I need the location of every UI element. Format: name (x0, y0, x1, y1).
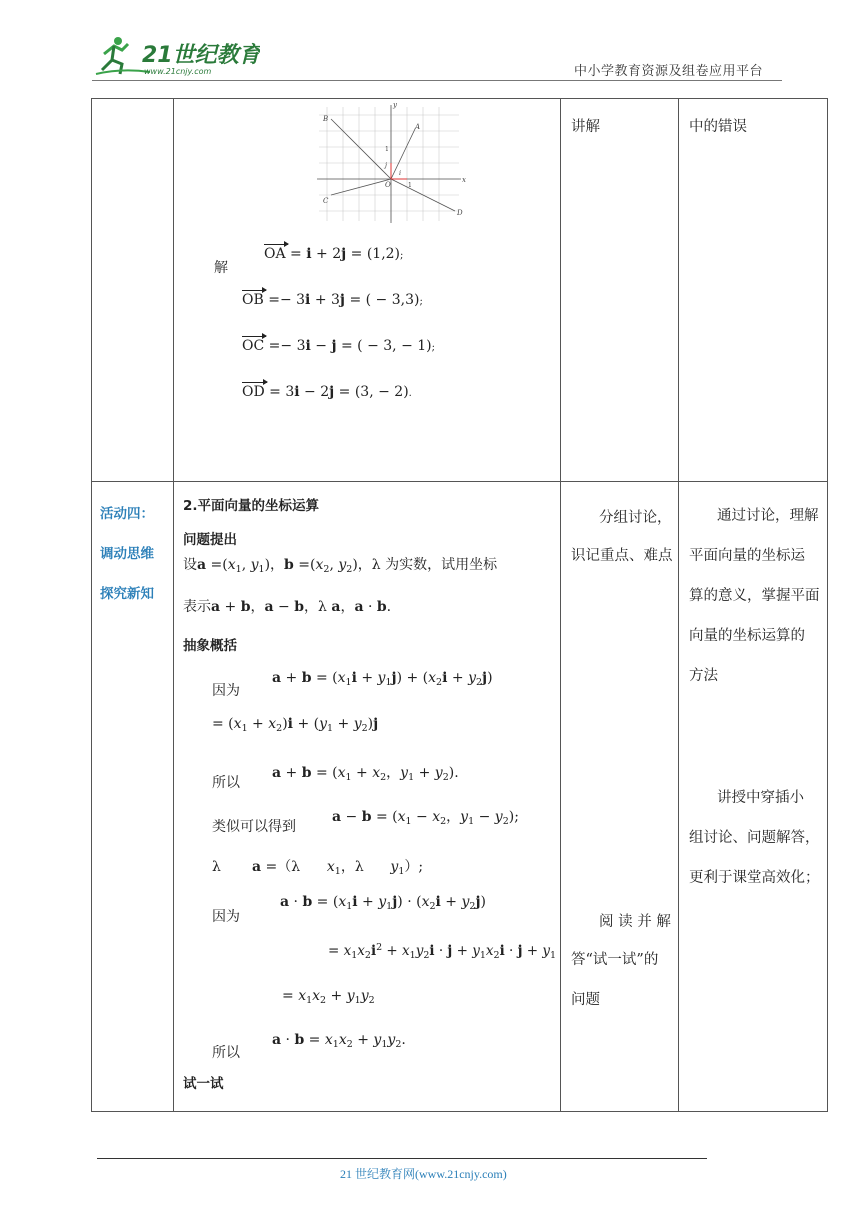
question-line1: 设$a =(x_1$, $y_1$)，$b =(x_2$, $y_2$)，λ 为实数，试用坐标 (183, 557, 498, 575)
row2-col4-line: 平面向量的坐标运 (689, 548, 805, 564)
row1-col4-text: 中的错误 (689, 119, 747, 135)
header-platform-text: 中小学教育资源及组卷应用平台 (574, 64, 764, 79)
activity-label: 活动四： (100, 506, 154, 522)
question-heading: 问题提出 (183, 532, 237, 548)
question-line2: 表示a + b，a − b，λ a，a · b. (183, 599, 392, 615)
sum-equation-1: $a + b = (x_1i + y_1j) + (x_2i + y_2j)$ (272, 670, 493, 688)
sum-result: $a + b = (x_1 + x_2$，$y_1 + y_2$). (272, 765, 459, 783)
svg-text:1: 1 (408, 182, 412, 189)
row2-col4-line: 更利于课堂高效化； (689, 870, 820, 886)
activity-label: 探究新知 (100, 586, 154, 602)
footer-divider (97, 1158, 707, 1159)
table-row (92, 482, 828, 1112)
svg-text:www.21cnjy.com: www.21cnjy.com (144, 67, 212, 76)
because-label: 因为 (212, 683, 240, 699)
dot-equation-1: $a \cdot b = (x_1i + y_1j) \cdot (x_2i + y_2j)$ (280, 894, 487, 912)
table-row (92, 99, 828, 482)
because-label: 因为 (212, 909, 240, 925)
footer-link[interactable]: 21 世纪教育网(www.21cnjy.com) (340, 1167, 507, 1181)
vector-graph (309, 101, 469, 229)
equation-oc: OC =− 3i − j = ( − 3, − 1); (242, 338, 435, 354)
row2-col3 (561, 482, 679, 1112)
row2-col3-line: 答“试一试”的 (571, 952, 659, 968)
row1-col1 (92, 99, 174, 482)
row2-col4-line: 算的意义，掌握平面 (689, 588, 820, 604)
solution-label: 解 (214, 260, 228, 276)
row2-col4-line: 通过讨论，理解 (717, 508, 819, 524)
svg-text:i: i (399, 169, 402, 177)
scalar-result: λ a =（λ $x_1$，λ $y_1$）; (212, 859, 424, 877)
svg-text:C: C (323, 197, 329, 205)
equation-ob: OB =− 3i + 3j = ( − 3,3); (242, 292, 423, 308)
row2-col1 (92, 482, 174, 1112)
svg-text:D: D (457, 209, 463, 217)
diff-result: $a - b = (x_1 - x_2$，$y_1 - y_2$); (332, 809, 519, 827)
sum-equation-2: = $(x_1 + x_2)i + (y_1 + y_2)j$ (212, 716, 379, 734)
dot-equation-2: = $x_1x_2i^2 + x_1y_2i \cdot j + y_1x_2i \cdot j + y_1$ (328, 942, 557, 961)
svg-text:j: j (385, 161, 388, 169)
svg-text:y: y (393, 101, 397, 109)
svg-text:21世纪教育: 21世纪教育 (142, 43, 260, 68)
try-heading: 试一试 (183, 1076, 224, 1092)
so-label: 所以 (212, 1045, 240, 1061)
row2-col3-line: 识记重点、难点 (571, 548, 673, 564)
section-title: 2.平面向量的坐标运算 (183, 498, 320, 514)
row1-col3-text: 讲解 (571, 119, 600, 135)
equation-od: OD = 3i − 2j = (3, − 2). (242, 384, 412, 400)
svg-text:x: x (462, 176, 466, 184)
row2-col4-line: 组讨论、问题解答， (689, 830, 820, 846)
row2-col3-line: 阅 读 并 解 (599, 914, 671, 930)
row2-col3-line: 分组讨论， (599, 510, 672, 526)
abstract-heading: 抽象概括 (183, 638, 237, 654)
row2-col4-line: 讲授中穿插小 (717, 790, 804, 806)
svg-text:1: 1 (385, 146, 389, 153)
row1-col4 (679, 99, 828, 482)
row2-col2 (174, 482, 561, 1112)
svg-text:O: O (385, 181, 391, 189)
row2-col3-line: 问题 (571, 992, 600, 1008)
row1-col3 (561, 99, 679, 482)
svg-text:B: B (323, 115, 329, 123)
runner-logo-icon (92, 32, 260, 80)
lesson-table (91, 98, 828, 1112)
similarly-label: 类似可以得到 (212, 819, 296, 835)
so-label: 所以 (212, 775, 240, 791)
equation-oa: OA = i + 2j = (1,2); (264, 246, 404, 262)
row2-col4 (679, 482, 828, 1112)
activity-label: 调动思维 (100, 546, 154, 562)
row1-col2 (174, 99, 561, 482)
dot-equation-3: = $x_1x_2 + y_1y_2$ (282, 988, 375, 1006)
site-logo (92, 32, 260, 80)
dot-result: $a \cdot b = x_1x_2 + y_1y_2$. (272, 1032, 406, 1050)
svg-text:A: A (415, 123, 421, 131)
row2-col4-line: 向量的坐标运算的 (689, 628, 805, 644)
header-divider (92, 80, 782, 81)
row2-col4-line: 方法 (689, 668, 718, 684)
